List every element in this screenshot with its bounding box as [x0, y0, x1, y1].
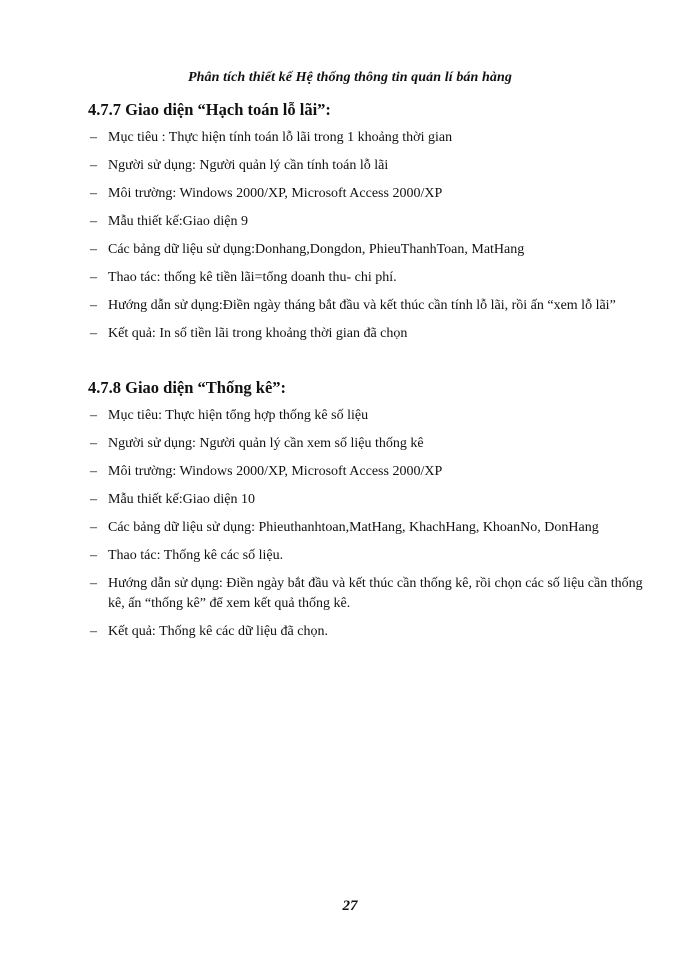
- list-item: [88, 518, 648, 538]
- list-item: [88, 184, 648, 204]
- bullet-list: [88, 406, 648, 642]
- dash-bullet: –: [90, 436, 97, 451]
- list-item-text: Mẫu thiết kế:Giao diện 9: [108, 214, 248, 229]
- section-heading: 4.7.8 Giao diện “Thống kê”:: [88, 378, 287, 397]
- dash-bullet: –: [90, 326, 97, 341]
- list-item: [88, 490, 648, 510]
- list-item-text: Mẫu thiết kế:Giao diện 10: [108, 492, 255, 507]
- list-item: [88, 324, 648, 344]
- list-item-text: Các bảng dữ liệu sử dụng:Donhang,Dongdon, PhieuThanhToan, MatHang: [108, 242, 525, 257]
- page-number: 27: [342, 898, 358, 914]
- list-item-text: Hướng dẫn sử dụng: Điền ngày bắt đầu và kết thúc cần thống kê, rồi chọn các số liệu cần thống kê, ấn “thống kê” để xem kết quả thống kê.: [108, 576, 643, 611]
- dash-bullet: –: [90, 548, 97, 563]
- list-item-text: Người sử dụng: Người quản lý cần xem số liệu thống kê: [108, 436, 424, 451]
- list-item-text: Hướng dẫn sử dụng:Điền ngày tháng bắt đầu và kết thúc cần tính lỗ lãi, rồi ấn “xem lỗ lãi”: [108, 298, 616, 313]
- list-item: [88, 434, 648, 454]
- list-item: [88, 574, 648, 614]
- list-item-text: Kết quả: In số tiền lãi trong khoảng thời gian đã chọn: [108, 326, 408, 341]
- list-item: [88, 406, 648, 426]
- dash-bullet: –: [90, 298, 97, 313]
- list-item: [88, 268, 648, 288]
- list-item-text: Môi trường: Windows 2000/XP, Microsoft Access 2000/XP: [108, 464, 443, 479]
- dash-bullet: –: [90, 624, 97, 639]
- section-heading: 4.7.7 Giao diện “Hạch toán lỗ lãi”:: [88, 100, 331, 119]
- section-hach-toan-lo-lai: [88, 100, 648, 352]
- list-item: [88, 156, 648, 176]
- list-item-text: Thao tác: Thống kê các số liệu.: [108, 548, 284, 563]
- dash-bullet: –: [90, 576, 97, 591]
- bullet-list: [88, 128, 648, 344]
- list-item: [88, 128, 648, 148]
- list-item: [88, 462, 648, 482]
- page-header: Phân tích thiết kế Hệ thống thông tin quản lí bán hàng: [188, 70, 512, 85]
- list-item-text: Môi trường: Windows 2000/XP, Microsoft Access 2000/XP: [108, 186, 443, 201]
- list-item-text: Mục tiêu : Thực hiện tính toán lỗ lãi trong 1 khoảng thời gian: [108, 130, 453, 145]
- list-item-text: Thao tác: thống kê tiền lãi=tổng doanh thu- chi phí.: [108, 270, 397, 285]
- dash-bullet: –: [90, 520, 97, 535]
- dash-bullet: –: [90, 158, 97, 173]
- section-thong-ke: [88, 378, 648, 650]
- list-item-text: Kết quả: Thống kê các dữ liệu đã chọn.: [108, 624, 328, 639]
- list-item-text: Các bảng dữ liệu sử dụng: Phieuthanhtoan,MatHang, KhachHang, KhoanNo, DonHang: [108, 520, 599, 535]
- dash-bullet: –: [90, 270, 97, 285]
- dash-bullet: –: [90, 408, 97, 423]
- list-item: [88, 212, 648, 232]
- list-item: [88, 240, 648, 260]
- dash-bullet: –: [90, 242, 97, 257]
- list-item: [88, 622, 648, 642]
- dash-bullet: –: [90, 492, 97, 507]
- dash-bullet: –: [90, 186, 97, 201]
- list-item: [88, 296, 648, 316]
- dash-bullet: –: [90, 464, 97, 479]
- list-item: [88, 546, 648, 566]
- dash-bullet: –: [90, 214, 97, 229]
- dash-bullet: –: [90, 130, 97, 145]
- list-item-text: Mục tiêu: Thực hiện tổng hợp thống kê số liệu: [108, 408, 369, 423]
- list-item-text: Người sử dụng: Người quản lý cần tính toán lỗ lãi: [108, 158, 389, 173]
